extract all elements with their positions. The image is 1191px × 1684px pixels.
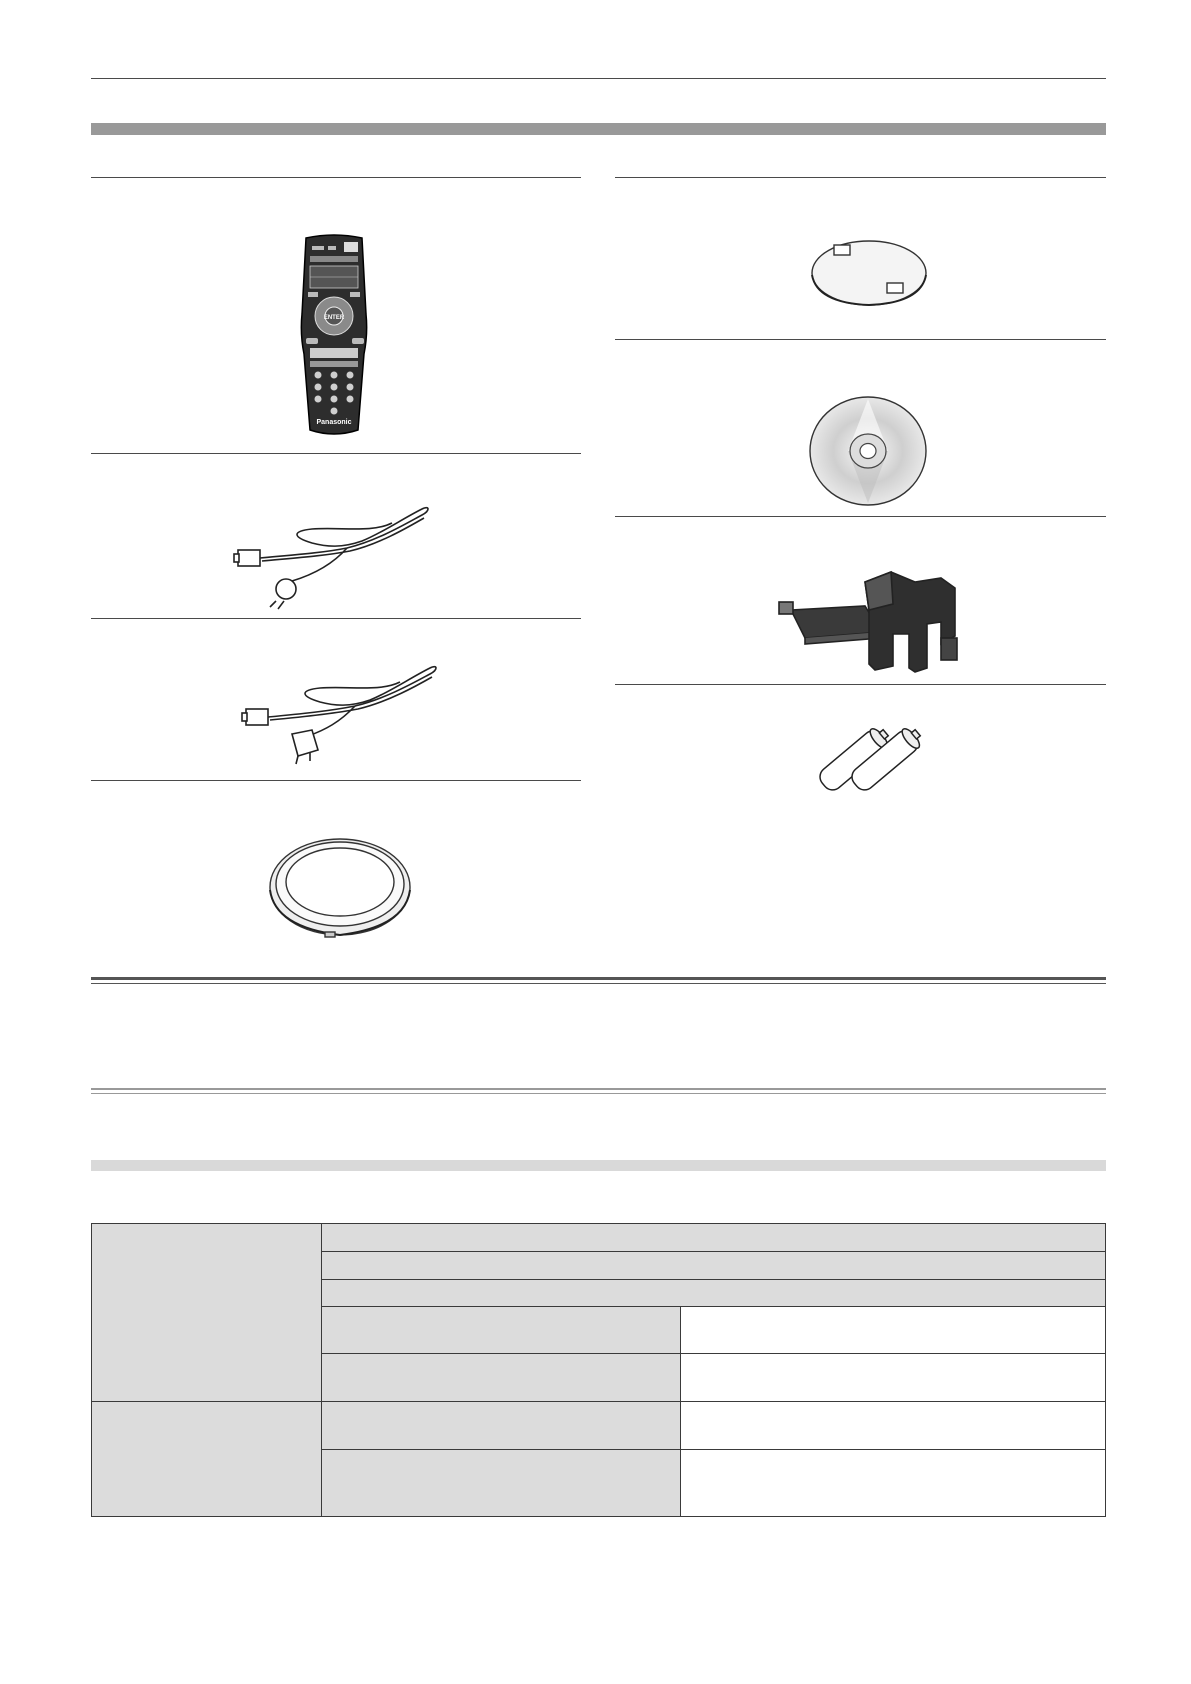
table-cell: [321, 1450, 681, 1517]
section-double-rule: [91, 983, 1106, 984]
table-row-header: [92, 1402, 322, 1517]
accessory-divider: [91, 453, 581, 454]
subsection-header-bar: [91, 1160, 1106, 1171]
lens-cap-icon: [809, 237, 929, 307]
table-cell: [681, 1354, 1106, 1402]
table-cell: [681, 1402, 1106, 1450]
section-header-bar: [91, 123, 1106, 135]
accessory-divider: [615, 684, 1106, 685]
lens-mount-ring-icon: [265, 832, 415, 942]
aa-batteries-icon: [812, 716, 932, 806]
remote-brand-label: Panasonic: [316, 419, 352, 426]
cd-rom-icon: [808, 395, 928, 507]
table-row: [92, 1402, 1106, 1450]
spec-table: [91, 1223, 1106, 1517]
section-double-rule: [91, 977, 1106, 980]
accessory-divider: [615, 177, 1106, 178]
remote-control-icon: [298, 234, 370, 436]
table-cell: [681, 1450, 1106, 1517]
svg-text:ENTER: ENTER: [323, 315, 345, 321]
accessory-divider: [91, 780, 581, 781]
table-cell: [321, 1224, 1105, 1252]
table-cell: [321, 1354, 681, 1402]
table-cell: [321, 1280, 1105, 1307]
page-top-rule: [91, 78, 1106, 79]
accessory-divider: [615, 516, 1106, 517]
accessory-divider: [615, 339, 1106, 340]
table-cell: [321, 1307, 681, 1354]
table-row: [92, 1224, 1106, 1252]
table-cell: [321, 1402, 681, 1450]
table-cell: [321, 1252, 1105, 1280]
cable-holder-icon: [765, 568, 965, 678]
power-cord-euro-plug-icon: [232, 503, 432, 613]
section-double-rule: [91, 1093, 1106, 1094]
accessory-divider: [91, 618, 581, 619]
section-double-rule: [91, 1088, 1106, 1090]
table-row-header: [92, 1224, 322, 1402]
table-cell: [681, 1307, 1106, 1354]
power-cord-uk-plug-icon: [240, 664, 440, 774]
accessory-divider: [91, 177, 581, 178]
